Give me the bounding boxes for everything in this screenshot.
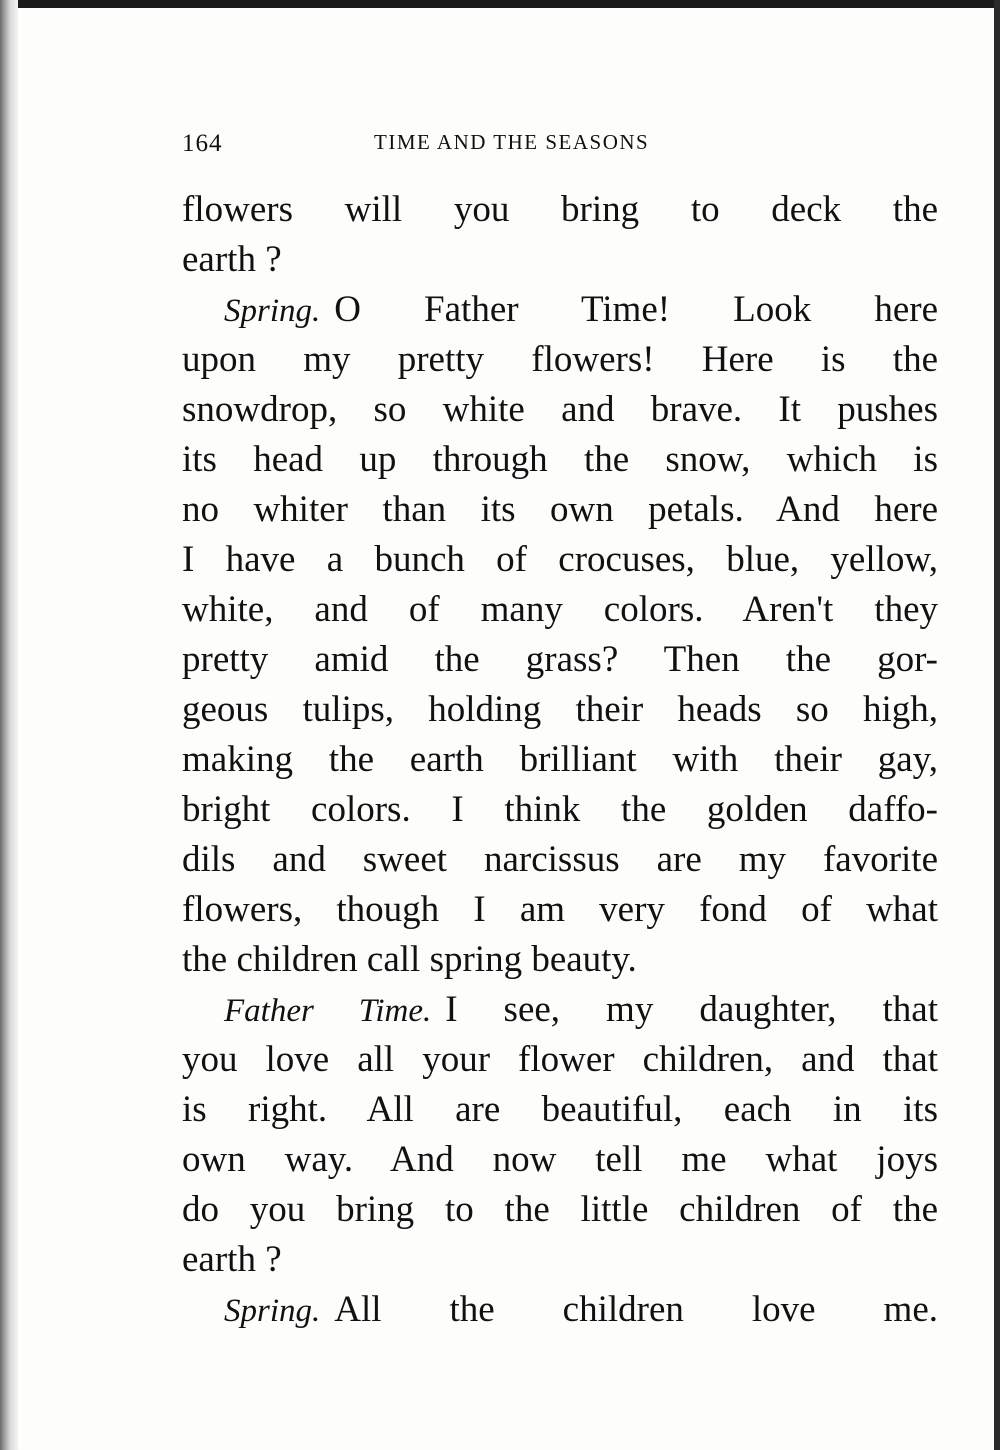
- page-header: [182, 126, 742, 160]
- text-line: flowers will you bring to deck the: [182, 189, 938, 230]
- line-text: O Father Time! Look here: [334, 289, 938, 330]
- body-text: [182, 185, 938, 1335]
- text-line: dils and sweet narcissus are my favorite: [182, 839, 938, 880]
- text-line: pretty amid the grass? Then the gor-: [182, 639, 938, 680]
- text-line: the children call spring beauty.: [182, 939, 637, 980]
- text-line: snowdrop, so white and brave. It pushes: [182, 389, 938, 430]
- line-text: I see, my daughter, that: [445, 989, 939, 1030]
- text-line: its head up through the snow, which is: [182, 439, 938, 480]
- speaker-name: Spring.: [224, 293, 321, 329]
- scan-top-border: [0, 0, 1000, 8]
- text-line: do you bring to the little children of the: [182, 1189, 938, 1230]
- line-text: All the children love me.: [334, 1289, 938, 1330]
- text-line: no whiter than its own petals. And here: [182, 489, 938, 530]
- text-line: white, and of many colors. Aren't they: [182, 589, 938, 630]
- scan-right-border: [994, 0, 1000, 1450]
- paragraph-first-line: [182, 1285, 938, 1335]
- text-line: I have a bunch of crocuses, blue, yellow,: [182, 539, 938, 580]
- text-line: you love all your flower children, and that: [182, 1039, 938, 1080]
- text-line: earth ?: [182, 1239, 282, 1280]
- text-line: flowers, though I am very fond of what: [182, 889, 938, 930]
- paragraph-first-line: [182, 285, 938, 335]
- running-head: TIME AND THE SEASONS: [374, 130, 650, 154]
- speaker-name: Spring.: [224, 1293, 321, 1329]
- text-line: bright colors. I think the golden daffo-: [182, 789, 938, 830]
- text-line: is right. All are beautiful, each in its: [182, 1089, 938, 1130]
- scan-binding-edge: [0, 0, 18, 1450]
- text-line: own way. And now tell me what joys: [182, 1139, 938, 1180]
- text-line: geous tulips, holding their heads so high,: [182, 689, 938, 730]
- paragraph-first-line: [182, 985, 938, 1035]
- text-line: earth ?: [182, 239, 282, 280]
- text-line: making the earth brilliant with their gay,: [182, 739, 938, 780]
- text-line: upon my pretty flowers! Here is the: [182, 339, 938, 380]
- speaker-name: Father Time.: [224, 993, 432, 1029]
- page-number: 164: [182, 130, 223, 157]
